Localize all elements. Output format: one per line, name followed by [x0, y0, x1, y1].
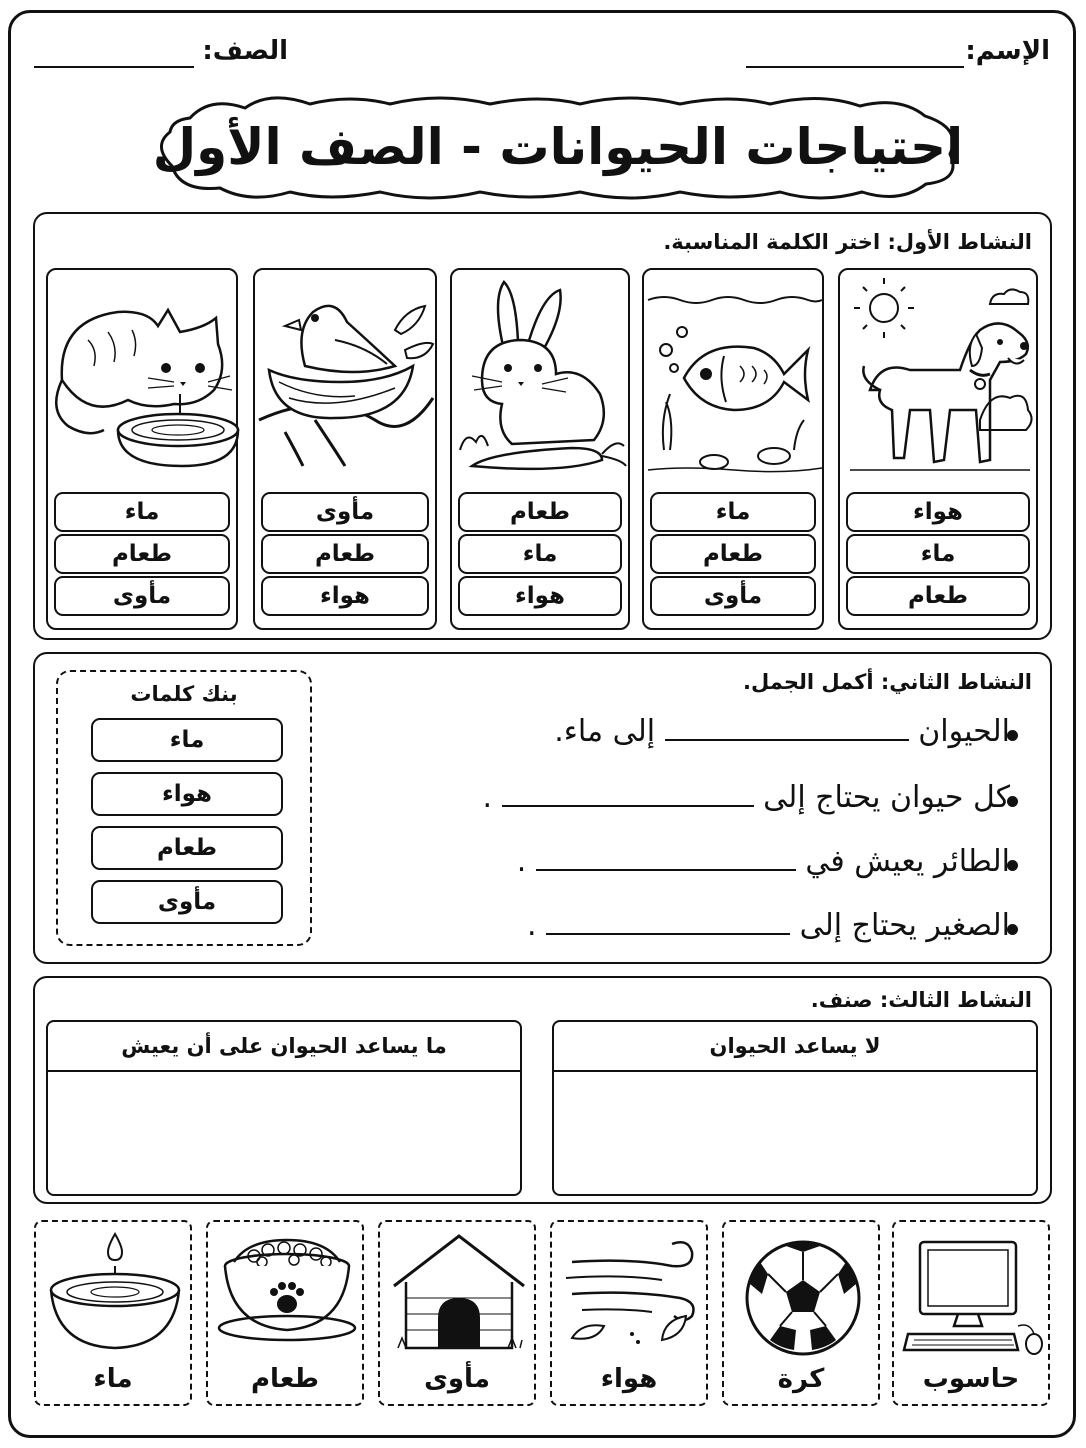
pet-food-bowl-icon [208, 1222, 366, 1362]
sentence-2-blank[interactable] [502, 805, 754, 807]
cutout-label: كرة [777, 1364, 825, 1394]
fish-icon [644, 270, 826, 490]
soccer-ball-icon [724, 1222, 882, 1362]
option-button[interactable]: ماء [846, 534, 1030, 574]
column-header: ما يساعد الحيوان على أن يعيش [48, 1022, 520, 1072]
cutout-card[interactable] [550, 1220, 708, 1406]
name-label: الإسم: [965, 36, 1050, 66]
word-bank-item[interactable]: طعام [91, 826, 283, 870]
animal-card-bird [253, 268, 437, 630]
animal-card-dog [838, 268, 1038, 630]
option-button[interactable]: مأوى [650, 576, 816, 616]
bird-icon [255, 270, 439, 490]
option-button[interactable]: طعام [458, 492, 622, 532]
option-button[interactable]: ماء [650, 492, 816, 532]
cutout-label: حاسوب [922, 1364, 1020, 1394]
sentence-2-before: كل حيوان يحتاج إلى [763, 780, 1010, 815]
sort-column-not-helpful[interactable] [552, 1020, 1038, 1196]
option-button[interactable]: هواء [846, 492, 1030, 532]
class-label: الصف: [202, 36, 288, 66]
water-bowl-icon [36, 1222, 194, 1362]
cat-icon [48, 270, 240, 490]
option-button[interactable]: مأوى [54, 576, 230, 616]
sentence-3 [517, 844, 1010, 879]
option-button[interactable]: مأوى [261, 492, 429, 532]
option-button[interactable]: ماء [54, 492, 230, 532]
option-button[interactable]: هواء [458, 576, 622, 616]
animal-card-cat [46, 268, 238, 630]
sentence-3-after: . [516, 844, 527, 879]
option-button[interactable]: هواء [261, 576, 429, 616]
option-button[interactable]: طعام [54, 534, 230, 574]
word-bank-title: بنك كلمات [130, 682, 238, 706]
sentence-3-before: الطائر يعيش في [805, 844, 1010, 879]
title-banner [150, 88, 966, 206]
option-button[interactable]: طعام [261, 534, 429, 574]
sentence-3-blank[interactable] [536, 869, 796, 871]
option-button[interactable]: طعام [846, 576, 1030, 616]
sort-column-helpful[interactable] [46, 1020, 522, 1196]
sentence-2 [483, 780, 1010, 815]
cutout-card[interactable] [378, 1220, 536, 1406]
activity-3-heading: النشاط الثالث: صنف. [810, 988, 1032, 1012]
option-button[interactable]: ماء [458, 534, 622, 574]
cutout-label: مأوى [424, 1364, 490, 1394]
activity-2-heading: النشاط الثاني: أكمل الجمل. [743, 670, 1032, 694]
word-bank-item[interactable]: مأوى [91, 880, 283, 924]
sentence-4-after: . [526, 908, 537, 943]
doghouse-icon [380, 1222, 538, 1362]
wind-icon [552, 1222, 710, 1362]
word-bank-item[interactable]: هواء [91, 772, 283, 816]
activity-1-heading: النشاط الأول: اختر الكلمة المناسبة. [663, 230, 1032, 254]
word-bank [56, 670, 312, 946]
cutout-card[interactable] [892, 1220, 1050, 1406]
cutout-label: ماء [93, 1364, 133, 1394]
cutout-label: طعام [251, 1364, 319, 1394]
cutout-card[interactable] [34, 1220, 192, 1406]
word-bank-item[interactable]: ماء [91, 718, 283, 762]
sentence-1 [554, 714, 1010, 749]
page-title: احتياجات الحيوانات - الصف الأول [152, 118, 964, 176]
sentence-1-before: الحيوان [918, 714, 1010, 749]
computer-icon [894, 1222, 1052, 1362]
animal-card-fish [642, 268, 824, 630]
class-line[interactable] [34, 66, 194, 68]
column-header: لا يساعد الحيوان [554, 1022, 1036, 1072]
option-button[interactable]: طعام [650, 534, 816, 574]
sentence-2-after: . [482, 780, 493, 815]
sentence-1-blank[interactable] [665, 739, 909, 741]
sentence-1-after: إلى ماء. [554, 714, 656, 749]
rabbit-icon [452, 270, 632, 490]
sentence-4-blank[interactable] [546, 933, 790, 935]
cutout-label: هواء [600, 1364, 658, 1394]
dog-icon [840, 270, 1040, 490]
sentence-4 [527, 908, 1010, 943]
cutout-card[interactable] [206, 1220, 364, 1406]
sentence-4-before: الصغير يحتاج إلى [799, 908, 1010, 943]
animal-card-rabbit [450, 268, 630, 630]
name-line[interactable] [746, 66, 964, 68]
cutout-card[interactable] [722, 1220, 880, 1406]
